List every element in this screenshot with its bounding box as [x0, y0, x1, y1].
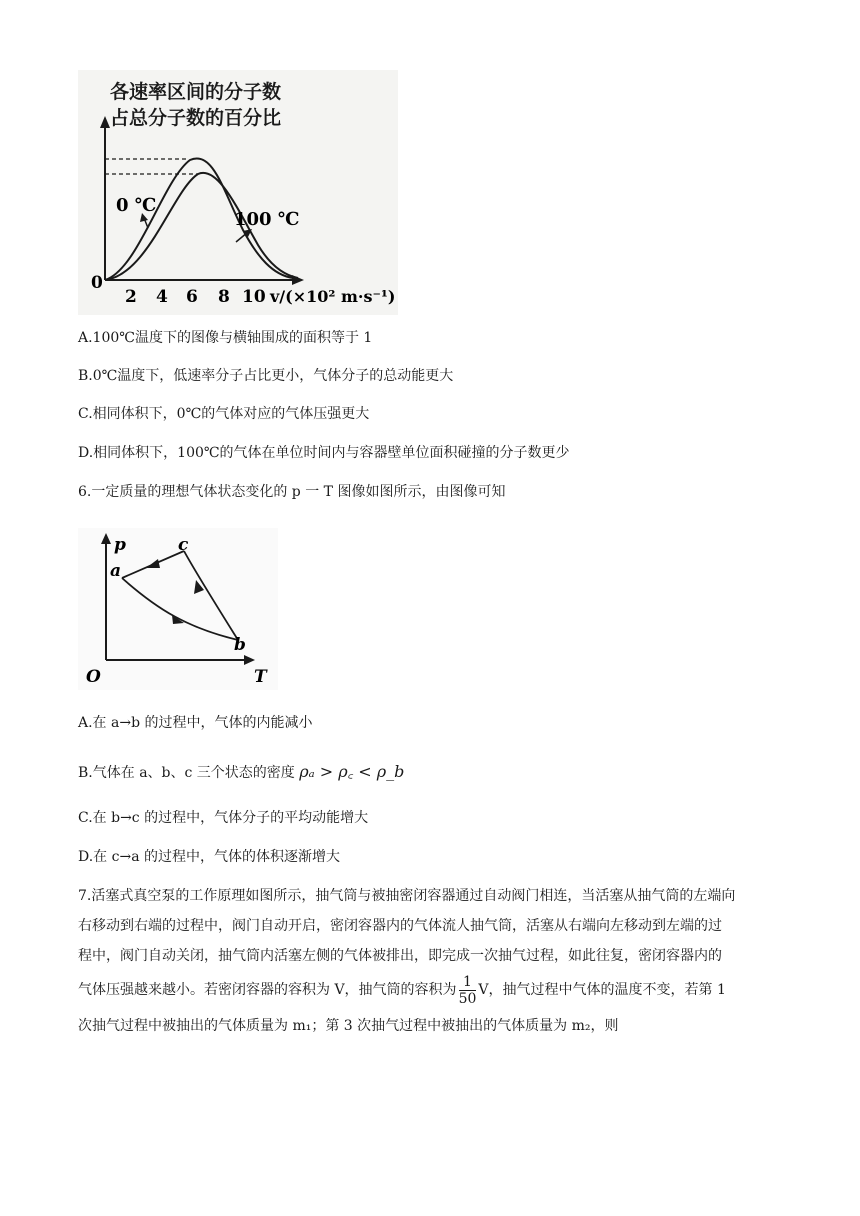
fig1-title-line2: 占总分子数的百分比 [110, 107, 282, 129]
q7-line-4 [78, 972, 726, 1008]
q5-option-a: A.100℃温度下的图像与横轴围成的面积等于 1 [78, 330, 373, 346]
q7-fraction-numerator: 1 [459, 974, 477, 991]
fig1-origin-label: 0 [91, 273, 103, 293]
fig2-label-t: T [254, 667, 267, 687]
q7-line-3: 程中，阀门自动关闭，抽气筒内活塞左侧的气体被排出，即完成一次抽气过程，如此往复，密闭容器内的 [78, 948, 722, 964]
fig1-tick-4: 4 [156, 287, 168, 307]
q5-option-d: D.相同体积下，100℃的气体在单位时间内与容器壁单位面积碰撞的分子数更少 [78, 445, 570, 461]
q7-line-5: 次抽气过程中被抽出的气体质量为 m₁；第 3 次抽气过程中被抽出的气体质量为 m₂，则 [78, 1018, 619, 1034]
fig1-label-0c: 0 ℃ [116, 195, 157, 216]
fig1-tick-10: 10 [242, 287, 266, 307]
q7-line-4-b: V，抽气过程中气体的温度不变，若第 1 [478, 982, 726, 998]
q7-line-2: 右移动到右端的过程中，阀门自动开启，密闭容器内的气体流人抽气筒，活塞从右端向左移动到左端的过 [78, 918, 722, 934]
fig2-label-p: p [114, 535, 126, 555]
q7-line-4-a: 气体压强越来越小。若密闭容器的容积为 V，抽气筒的容积为 [78, 982, 457, 998]
fig1-label-100c: 100 ℃ [234, 209, 300, 230]
q7-fraction [459, 974, 477, 1007]
q6-option-b-density-relation: ρₐ > ρ꜀ < ρ_b [299, 762, 405, 781]
q6-option-d: D.在 c→a 的过程中，气体的体积逐渐增大 [78, 849, 340, 865]
q6-option-b [78, 762, 404, 783]
fig1-tick-6: 6 [186, 287, 198, 307]
fig1-tick-2: 2 [125, 287, 137, 307]
q5-option-b: B.0℃温度下，低速率分子占比更小，气体分子的总动能更大 [78, 368, 454, 384]
q6-option-b-text: B.气体在 a、b、c 三个状态的密度 [78, 765, 300, 781]
q6-stem: 6.一定质量的理想气体状态变化的 p 一 T 图像如图所示，由图像可知 [78, 484, 506, 500]
q7-line-1: 7.活塞式真空泵的工作原理如图所示，抽气筒与被抽密闭容器通过自动阀门相连，当活塞从抽气筒的左端向 [78, 888, 736, 904]
q5-option-c: C.相同体积下，0℃的气体对应的气体压强更大 [78, 406, 370, 422]
fig2-label-b: b [234, 635, 246, 655]
q6-option-a: A.在 a→b 的过程中，气体的内能减小 [78, 715, 313, 731]
fig1-x-axis-label: v/(×10² m·s⁻¹) [270, 287, 396, 306]
q7-fraction-denominator: 50 [458, 990, 477, 1007]
fig1-title-line1: 各速率区间的分子数 [110, 81, 282, 103]
fig2-label-o: O [86, 667, 101, 687]
pt-diagram-figure [78, 528, 278, 690]
fig1-tick-8: 8 [218, 287, 230, 307]
q6-option-c: C.在 b→c 的过程中，气体分子的平均动能增大 [78, 810, 369, 826]
speed-distribution-figure [78, 70, 398, 315]
fig2-label-c: c [178, 535, 189, 555]
fig2-label-a: a [110, 561, 122, 581]
